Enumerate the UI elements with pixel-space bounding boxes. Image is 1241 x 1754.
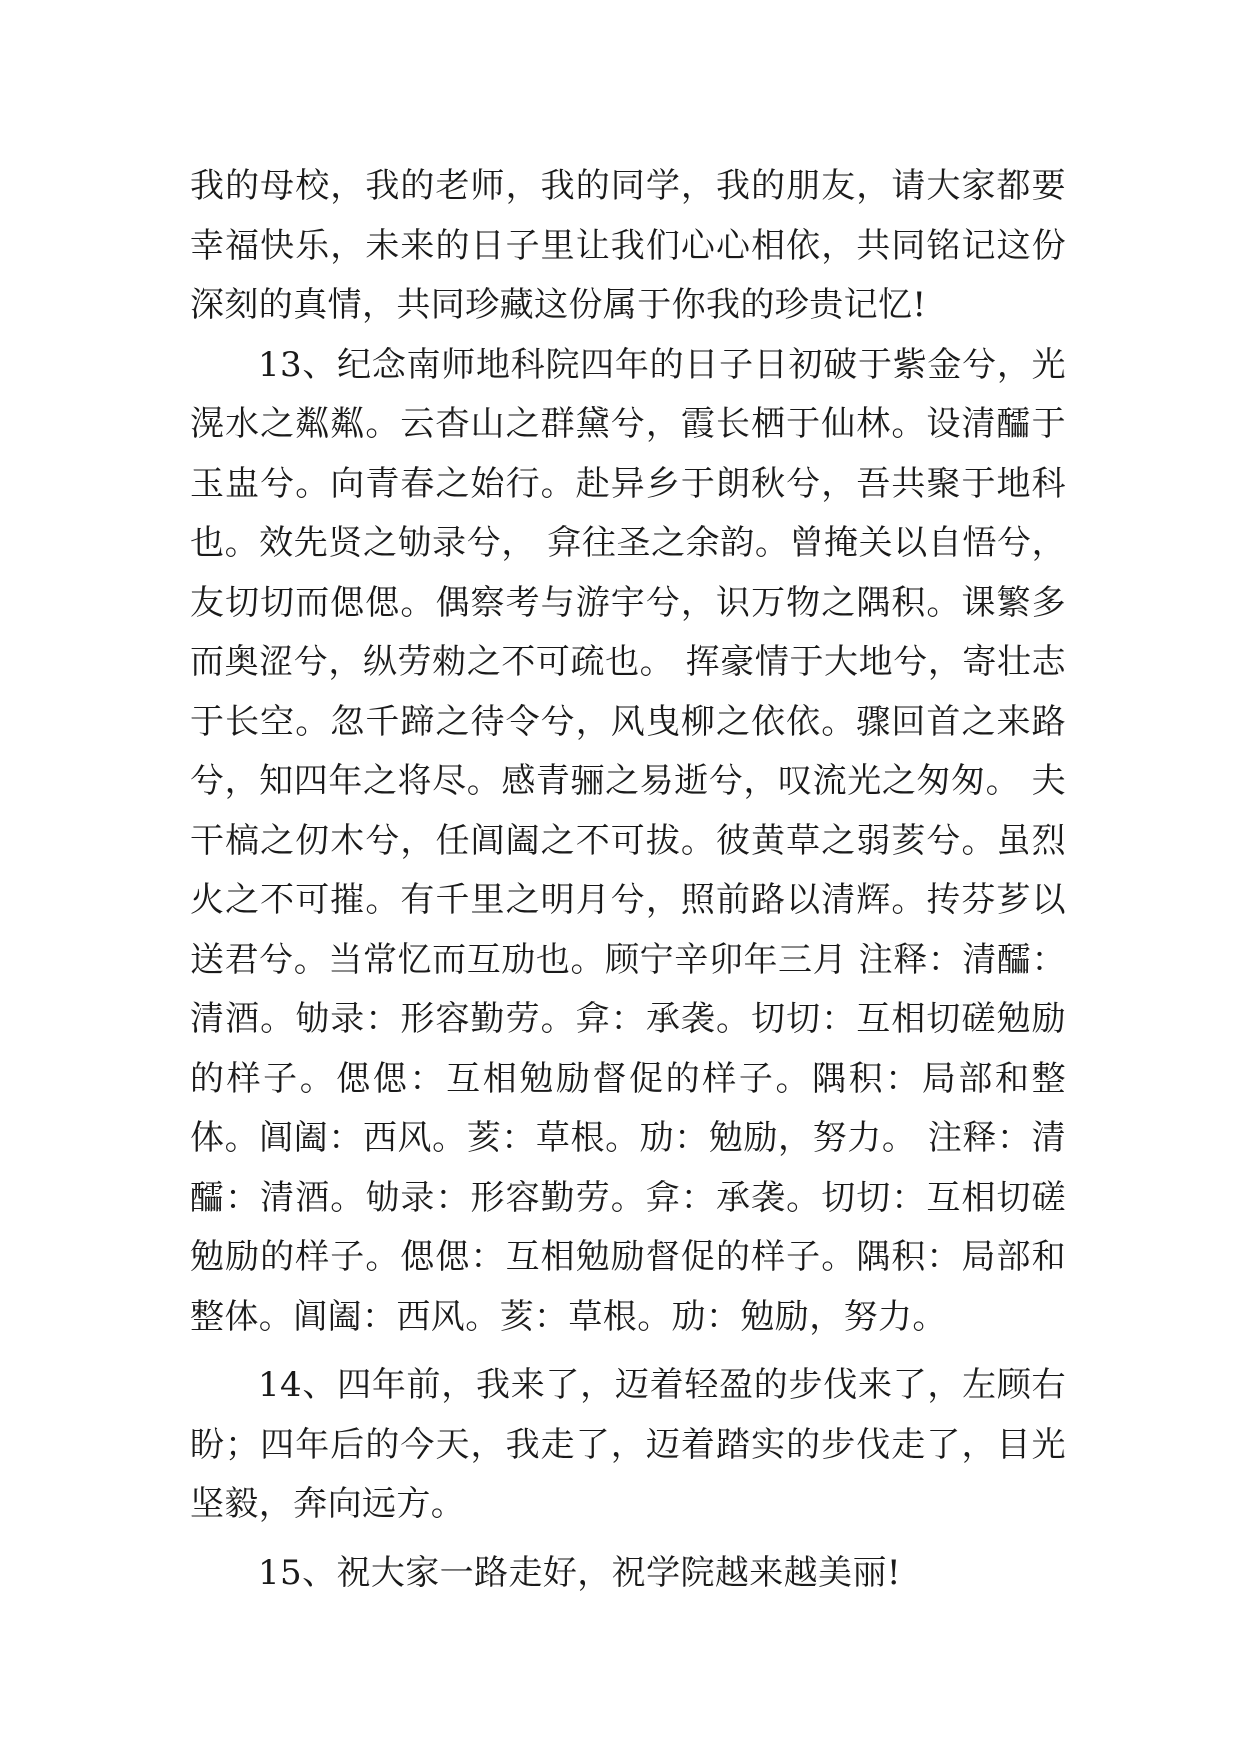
paragraph-14-four-years: 14、四年前，我来了，迈着轻盈的步伐来了，左顾右盼；四年后的今天，我走了，迈着踏实的步伐走了，目光坚毅，奔向远方。 bbox=[190, 1365, 1066, 1524]
paragraph-13-memorial-ode: 13、纪念南师地科院四年的日子日初破于紫金兮，光滉水之粼粼。云杳山之群黛兮，霞长栖于仙林。设清醽于玉盅兮。向青春之始行。赴异乡于朗秋兮，吾共聚于地科也。效先贤之劬录兮， 弇往圣之余韵。曾掩关以自悟兮，友切切而偲偲。偶察考与游宇兮，识万物之隅积。课繁多而奥涩兮，纵劳勑之不可疏也。 挥豪情于大地兮，寄壮志于长空。忽千蹄之待令兮，风曳柳之依依。骤回首之来路兮，知四年之将尽。感青骊之易逝兮，叹流光之匆匆。 夫干槁之仞木兮，任阊阖之不可拔。彼黄草之弱荄兮。虽烈火之不可摧。有千里之明月兮，照前路以清辉。抟芬芗以送君兮。当常忆而互劢也。顾宁辛卯年三月 注释：清醽：清酒。劬录：形容勤劳。弇：承袭。切切：互相切磋勉励的样子。偲偲：互相勉励督促的样子。隅积：局部和整体。阊阖：西风。荄：草根。劢：勉励，努力。 注释：清醽：清酒。劬录：形容勤劳。弇：承袭。切切：互相切磋勉励的样子。偲偲：互相勉励督促的样子。隅积：局部和整体。阊阖：西风。荄：草根。劢：勉励，努力。 bbox=[190, 344, 1066, 1337]
paragraph-15-farewell: 15、祝大家一路走好，祝学院越来越美丽! bbox=[258, 1552, 901, 1593]
paragraph-closing-wishes: 我的母校，我的老师，我的同学，我的朋友，请大家都要幸福快乐，未来的日子里让我们心心相依，共同铭记这份深刻的真情，共同珍藏这份属于你我的珍贵记忆! bbox=[190, 166, 1066, 325]
document-body bbox=[190, 157, 1066, 1603]
